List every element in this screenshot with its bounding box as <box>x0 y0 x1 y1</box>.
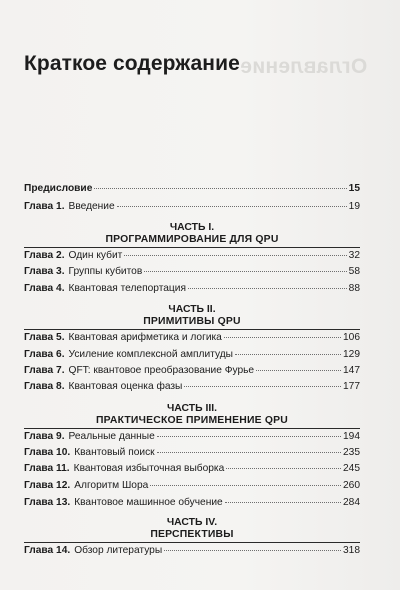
dot-leader <box>94 188 346 189</box>
chapter-number: Глава 11. <box>24 463 70 474</box>
entry-page: 58 <box>348 266 360 277</box>
toc-entry-chapter-1[interactable] <box>24 200 360 214</box>
part-label: ЧАСТЬ III. <box>166 403 218 414</box>
dot-leader <box>184 386 341 387</box>
toc-entry-preface[interactable] <box>24 182 360 196</box>
entry-title: Квантовая арифметика и логика <box>68 332 222 343</box>
entry-page: 194 <box>343 431 360 442</box>
toc-entry-chapter-9[interactable] <box>24 430 360 444</box>
toc-entry-chapter-14[interactable] <box>24 544 360 558</box>
entry-title: Введение <box>68 201 115 212</box>
chapter-number: Глава 6. <box>24 349 65 360</box>
entry-page: 260 <box>343 480 360 491</box>
entry-title: Реальные данные <box>68 431 155 442</box>
part-divider <box>24 542 360 543</box>
toc-entry-chapter-2[interactable] <box>24 249 360 263</box>
dot-leader <box>157 452 341 453</box>
dot-leader <box>157 436 341 437</box>
part-heading-2 <box>24 304 360 328</box>
dot-leader <box>225 502 341 503</box>
chapter-number: Глава 2. <box>24 250 65 261</box>
entry-title: Квантовый поиск <box>74 447 155 458</box>
part-name: ПРИМИТИВЫ QPU <box>143 316 241 327</box>
entry-title: Предисловие <box>24 183 93 194</box>
entry-page: 32 <box>348 250 360 261</box>
entry-title: QFT: квантовое преобразование Фурье <box>68 365 255 376</box>
part-label: ЧАСТЬ II. <box>168 304 216 315</box>
chapter-number: Глава 4. <box>24 283 65 294</box>
chapter-number: Глава 10. <box>24 447 71 458</box>
dot-leader <box>144 271 346 272</box>
toc-entry-chapter-13[interactable] <box>24 496 360 510</box>
bleed-through-heading: Оглавление <box>240 55 368 78</box>
dot-leader <box>188 288 347 289</box>
entry-title: Квантовая оценка фазы <box>68 381 183 392</box>
dot-leader <box>226 468 341 469</box>
chapter-number: Глава 1. <box>24 201 65 212</box>
part-heading-3 <box>24 403 360 427</box>
chapter-number: Глава 14. <box>24 545 71 556</box>
dot-leader <box>150 485 341 486</box>
chapter-number: Глава 12. <box>24 480 71 491</box>
toc-entry-chapter-3[interactable] <box>24 265 360 279</box>
toc-entry-chapter-5[interactable] <box>24 331 360 345</box>
entry-page: 19 <box>348 201 360 212</box>
entry-page: 177 <box>343 381 360 392</box>
dot-leader <box>164 550 341 551</box>
part-heading-1 <box>24 222 360 246</box>
chapter-number: Глава 3. <box>24 266 65 277</box>
toc-entry-chapter-7[interactable] <box>24 364 360 378</box>
chapter-number: Глава 13. <box>24 497 71 508</box>
dot-leader <box>124 255 346 256</box>
entry-title: Квантовая телепортация <box>68 283 186 294</box>
entry-title: Группы кубитов <box>68 266 143 277</box>
toc-entry-chapter-10[interactable] <box>24 446 360 460</box>
part-label: ЧАСТЬ I. <box>169 222 215 233</box>
toc-entry-chapter-6[interactable] <box>24 348 360 362</box>
entry-title: Квантовая избыточная выборка <box>73 463 225 474</box>
entry-page: 245 <box>343 463 360 474</box>
chapter-number: Глава 9. <box>24 431 65 442</box>
dot-leader <box>117 206 347 207</box>
part-divider <box>24 428 360 429</box>
part-heading-4 <box>24 517 360 541</box>
part-name: ПРОГРАММИРОВАНИЕ ДЛЯ QPU <box>105 234 279 245</box>
entry-title: Усиление комплексной амплитуды <box>68 349 233 360</box>
entry-page: 284 <box>343 497 360 508</box>
entry-page: 88 <box>348 283 360 294</box>
entry-page: 147 <box>343 365 360 376</box>
entry-page: 15 <box>348 183 360 194</box>
entry-page: 129 <box>343 349 360 360</box>
dot-leader <box>224 337 341 338</box>
entry-title: Алгоритм Шора <box>74 480 149 491</box>
part-label: ЧАСТЬ IV. <box>166 517 218 528</box>
chapter-number: Глава 5. <box>24 332 65 343</box>
entry-title: Квантовое машинное обучение <box>74 497 223 508</box>
part-name: ПРАКТИЧЕСКОЕ ПРИМЕНЕНИЕ QPU <box>96 415 288 426</box>
chapter-number: Глава 7. <box>24 365 65 376</box>
toc-entry-chapter-11[interactable] <box>24 462 360 476</box>
dot-leader <box>256 370 341 371</box>
toc-entry-chapter-8[interactable] <box>24 380 360 394</box>
entry-page: 235 <box>343 447 360 458</box>
part-divider <box>24 329 360 330</box>
entry-title: Обзор литературы <box>74 545 163 556</box>
part-name: ПЕРСПЕКТИВЫ <box>150 529 234 540</box>
toc-entry-chapter-4[interactable] <box>24 282 360 296</box>
part-divider <box>24 247 360 248</box>
entry-page: 106 <box>343 332 360 343</box>
dot-leader <box>235 354 341 355</box>
toc-entry-chapter-12[interactable] <box>24 479 360 493</box>
entry-title: Один кубит <box>68 250 123 261</box>
page-title: Краткое содержание <box>24 52 240 75</box>
chapter-number: Глава 8. <box>24 381 65 392</box>
entry-page: 318 <box>343 545 360 556</box>
